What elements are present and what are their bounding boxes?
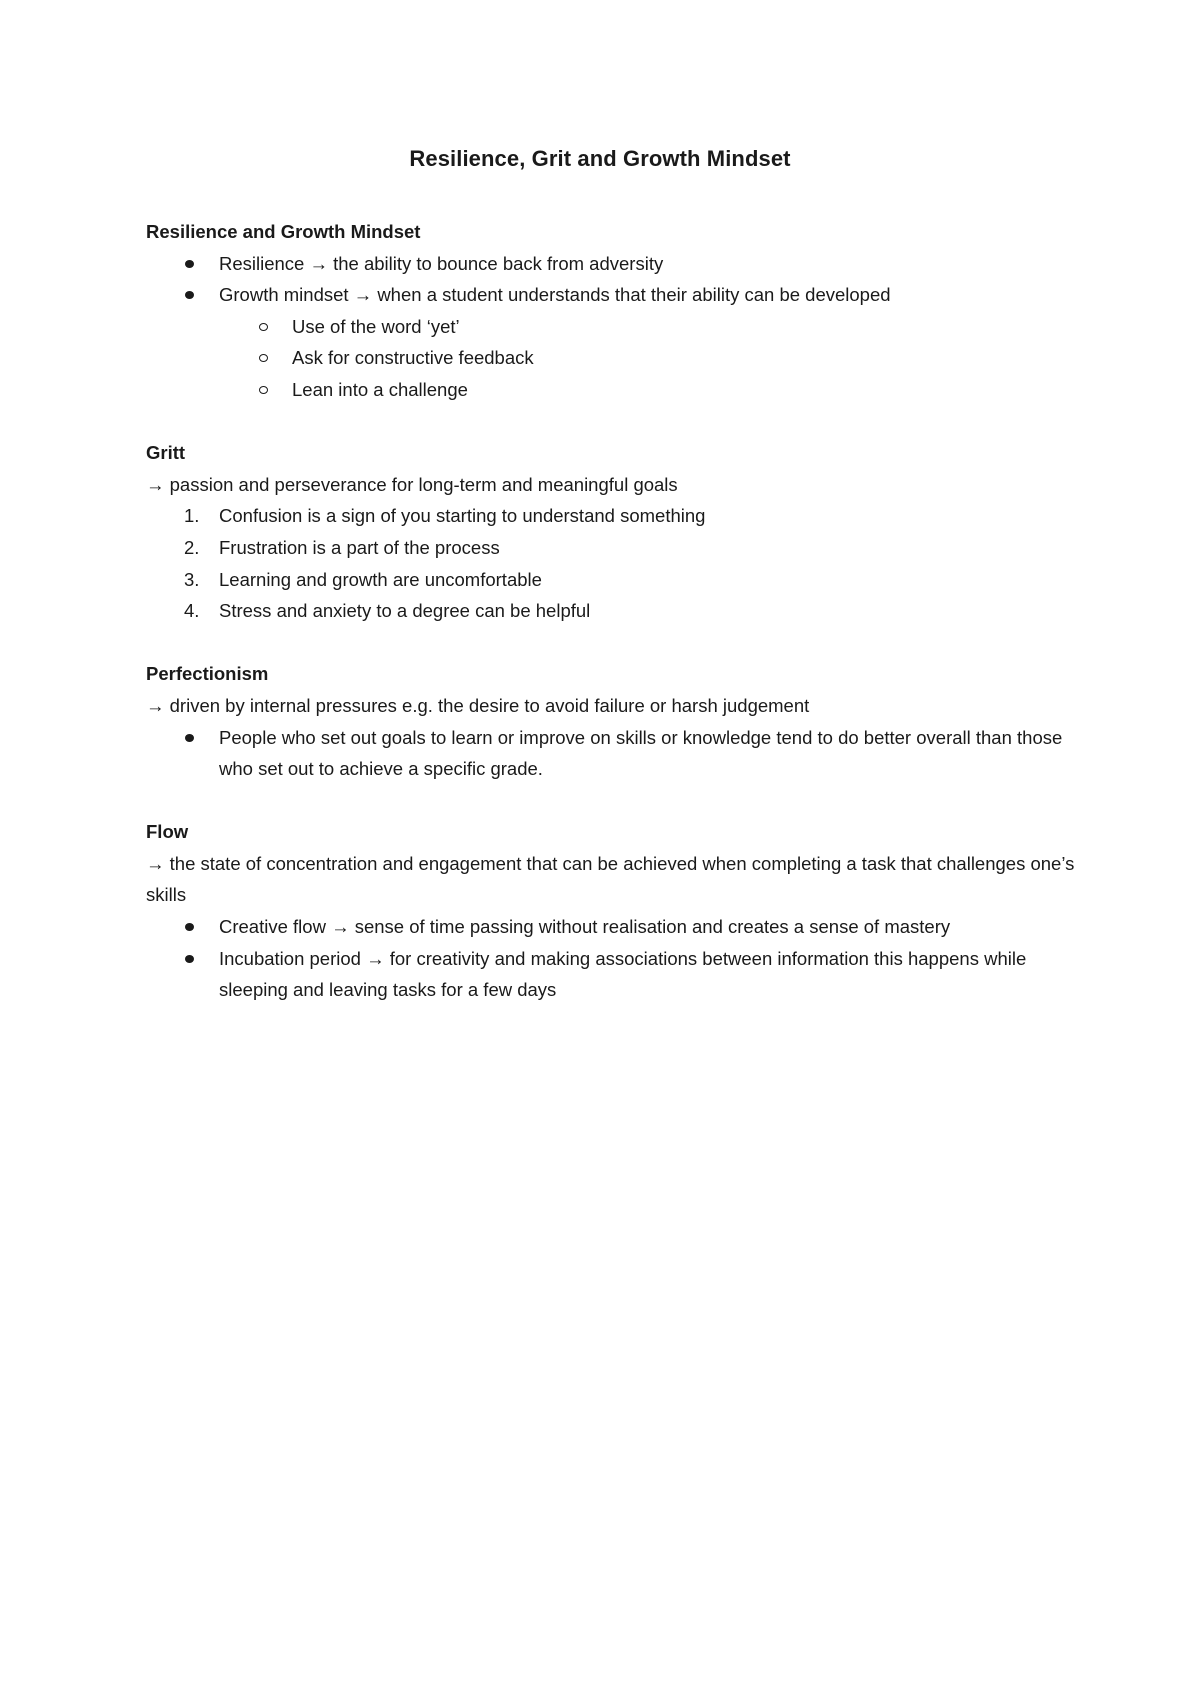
list-item-text: Resilience → the ability to bounce back from adversity (219, 252, 664, 274)
section-flow (146, 816, 1076, 1006)
list-item (146, 279, 1076, 311)
section-intro: → passion and perseverance for long-term and meaningful goals (146, 473, 678, 495)
spacer (146, 406, 1076, 438)
section-heading: Perfectionism (146, 663, 269, 685)
list-item-text: Stress and anxiety to a degree can be helpful (219, 600, 591, 622)
list-number: 3. (184, 568, 200, 590)
list-item (146, 943, 1076, 1006)
bullet-icon (185, 955, 194, 963)
list-item (146, 248, 1076, 280)
bullet-list (146, 722, 1076, 785)
sub-list-item (146, 374, 1076, 406)
hollow-bullet-icon (259, 354, 268, 362)
bullet-icon (185, 923, 194, 931)
section-intro: → the state of concentration and engagement that can be achieved when completing a task that challenges one’s skills (146, 852, 1075, 906)
document-body (146, 216, 1076, 1006)
hollow-bullet-icon (259, 386, 268, 394)
spacer (146, 785, 1076, 817)
bullet-list (146, 911, 1076, 1006)
numbered-list (146, 500, 1076, 626)
sub-list-item-text: Use of the word ‘yet’ (292, 315, 460, 337)
list-item (146, 911, 1076, 943)
list-item (146, 500, 1076, 532)
hollow-bullet-icon (259, 323, 268, 331)
list-item (146, 595, 1076, 627)
section-heading: Flow (146, 821, 189, 843)
section-heading: Resilience and Growth Mindset (146, 221, 421, 242)
sub-list-item-text: Ask for constructive feedback (292, 347, 534, 369)
sub-list-item (146, 342, 1076, 374)
bullet-icon (185, 260, 194, 268)
list-item (146, 564, 1076, 596)
sub-bullet-list (146, 311, 1076, 406)
spacer (146, 627, 1076, 659)
list-item-text: Confusion is a sign of you starting to understand something (219, 505, 706, 527)
list-item-text: Growth mindset → when a student understands that their ability can be developed (219, 284, 891, 306)
document-title: Resilience, Grit and Growth Mindset (409, 146, 791, 171)
section-resilience (146, 216, 1076, 406)
section-intro: → driven by internal pressures e.g. the desire to avoid failure or harsh judgement (146, 694, 810, 716)
section-heading: Gritt (146, 442, 186, 464)
sub-list-item (146, 311, 1076, 343)
list-number: 4. (184, 600, 200, 622)
list-item-text: Creative flow → sense of time passing without realisation and creates a sense of mastery (219, 916, 951, 938)
list-number: 1. (184, 505, 200, 527)
section-grit (146, 437, 1076, 627)
bullet-icon (185, 734, 194, 742)
list-item-text: Incubation period → for creativity and making associations between information this happens while sleeping and leaving tasks for a few days (219, 947, 1027, 1001)
list-item (146, 722, 1076, 785)
list-item-text: Learning and growth are uncomfortable (219, 568, 542, 590)
sub-list-item-text: Lean into a challenge (292, 378, 468, 400)
list-item (146, 532, 1076, 564)
list-item-text: Frustration is a part of the process (219, 536, 500, 558)
list-item-text: People who set out goals to learn or improve on skills or knowledge tend to do better overall than those who set out to achieve a specific grade. (219, 726, 1063, 780)
section-perfectionism (146, 658, 1076, 784)
bullet-icon (185, 291, 194, 299)
list-number: 2. (184, 536, 200, 558)
bullet-list (146, 248, 1076, 311)
